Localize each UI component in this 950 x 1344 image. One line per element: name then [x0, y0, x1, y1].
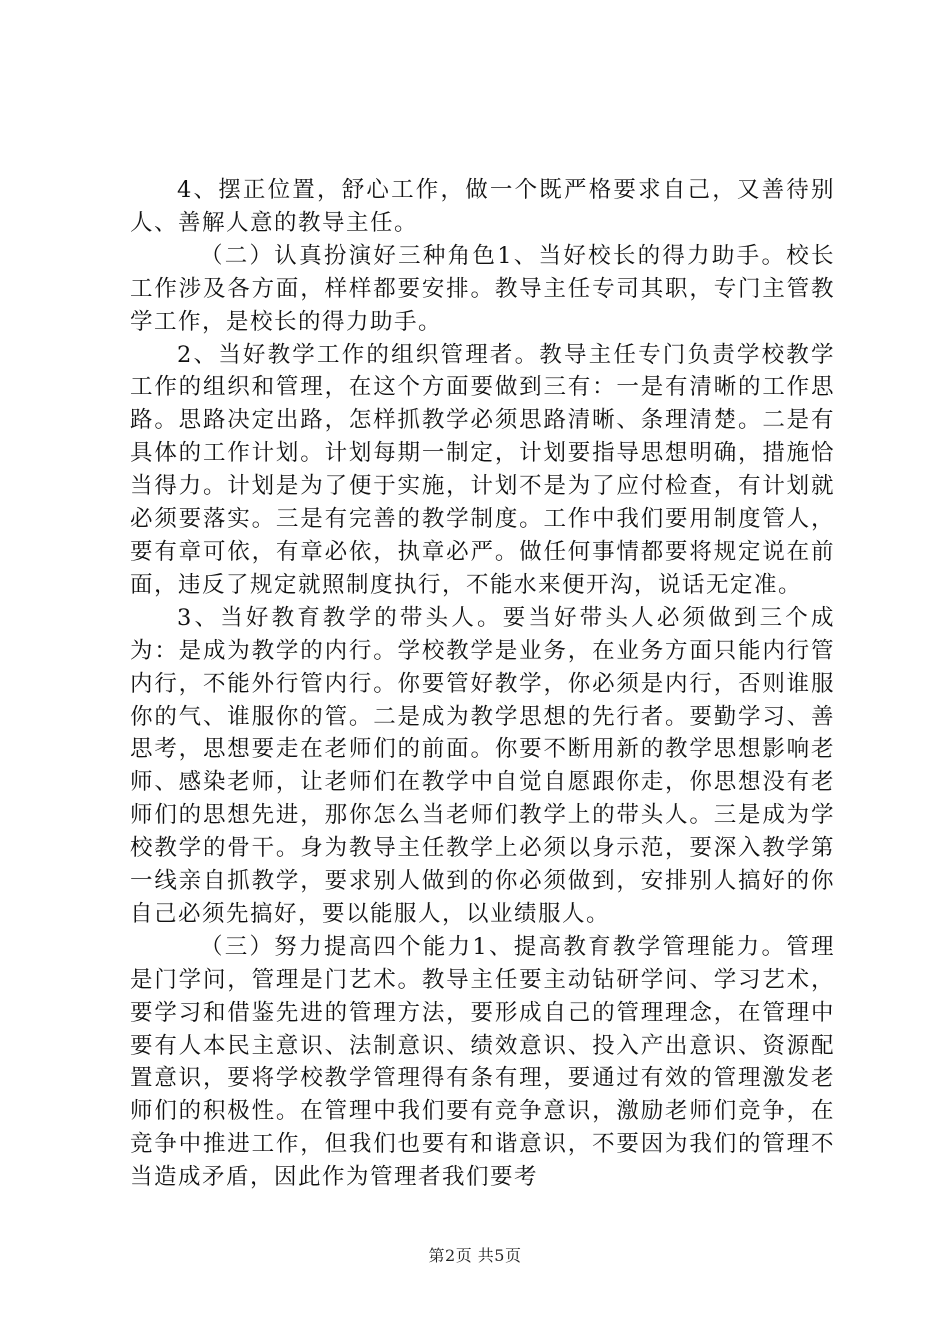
document-body	[130, 174, 835, 1194]
paragraph-section-three-abilities: （三）努力提高四个能力1、提高教育教学管理能力。管理是门学问，管理是门艺术。教导主任要主动钻研学问、学习艺术，要学习和借鉴先进的管理方法，要形成自己的管理理念，在管理中要有人本民主意识、法制意识、绩效意识、投入产出意识、资源配置意识，要将学校教学管理得有条有理，要通过有效的管理激发老师们的积极性。在管理中我们要有竞争意识，激励老师们竞争，在竞争中推进工作，但我们也要有和谐意识，不要因为我们的管理不当造成矛盾，因此作为管理者我们要考	[130, 933, 835, 1191]
paragraph-section-two-roles: （二）认真扮演好三种角色1、当好校长的得力助手。校长工作涉及各方面，样样都要安排。教导主任专司其职，专门主管教学工作，是校长的得力助手。	[130, 242, 835, 335]
page-number-footer: 第2页 共5页	[428, 1246, 522, 1265]
paragraph-item-4: 4、摆正位置，舒心工作，做一个既严格要求自己，又善待别人、善解人意的教导主任。	[130, 177, 835, 236]
paragraph-organizer-role: 2、当好教学工作的组织管理者。教导主任专门负责学校教学工作的组织和管理，在这个方面要做到三有：一是有清晰的工作思路。思路决定出路，怎样抓教学必须思路清晰、条理清楚。二是有具体的工作计划。计划每期一制定，计划要指导思想明确，措施恰当得力。计划是为了便于实施，计划不是为了应付检查，有计划就必须要落实。三是有完善的教学制度。工作中我们要用制度管人，要有章可依，有章必依，执章必严。做任何事情都要将规定说在前面，违反了规定就照制度执行，不能水来便开沟，说话无定准。	[130, 341, 835, 598]
paragraph-leader-role: 3、当好教育教学的带头人。要当好带头人必须做到三个成为：是成为教学的内行。学校教学是业务，在业务方面只能内行管内行，不能外行管内行。你要管好教学，你必须是内行，否则谁服你的气、谁服你的管。二是成为教学思想的先行者。要勤学习、善思考，思想要走在老师们的前面。你要不断用新的教学思想影响老师、感染老师，让老师们在教学中自觉自愿跟你走，你思想没有老师们的思想先进，那你怎么当老师们教学上的带头人。三是成为学校教学的骨干。身为教导主任教学上必须以身示范，要深入教学第一线亲自抓教学，要求别人做到的你必须做到，安排别人搞好的你自己必须先搞好，要以能服人，以业绩服人。	[130, 604, 835, 927]
